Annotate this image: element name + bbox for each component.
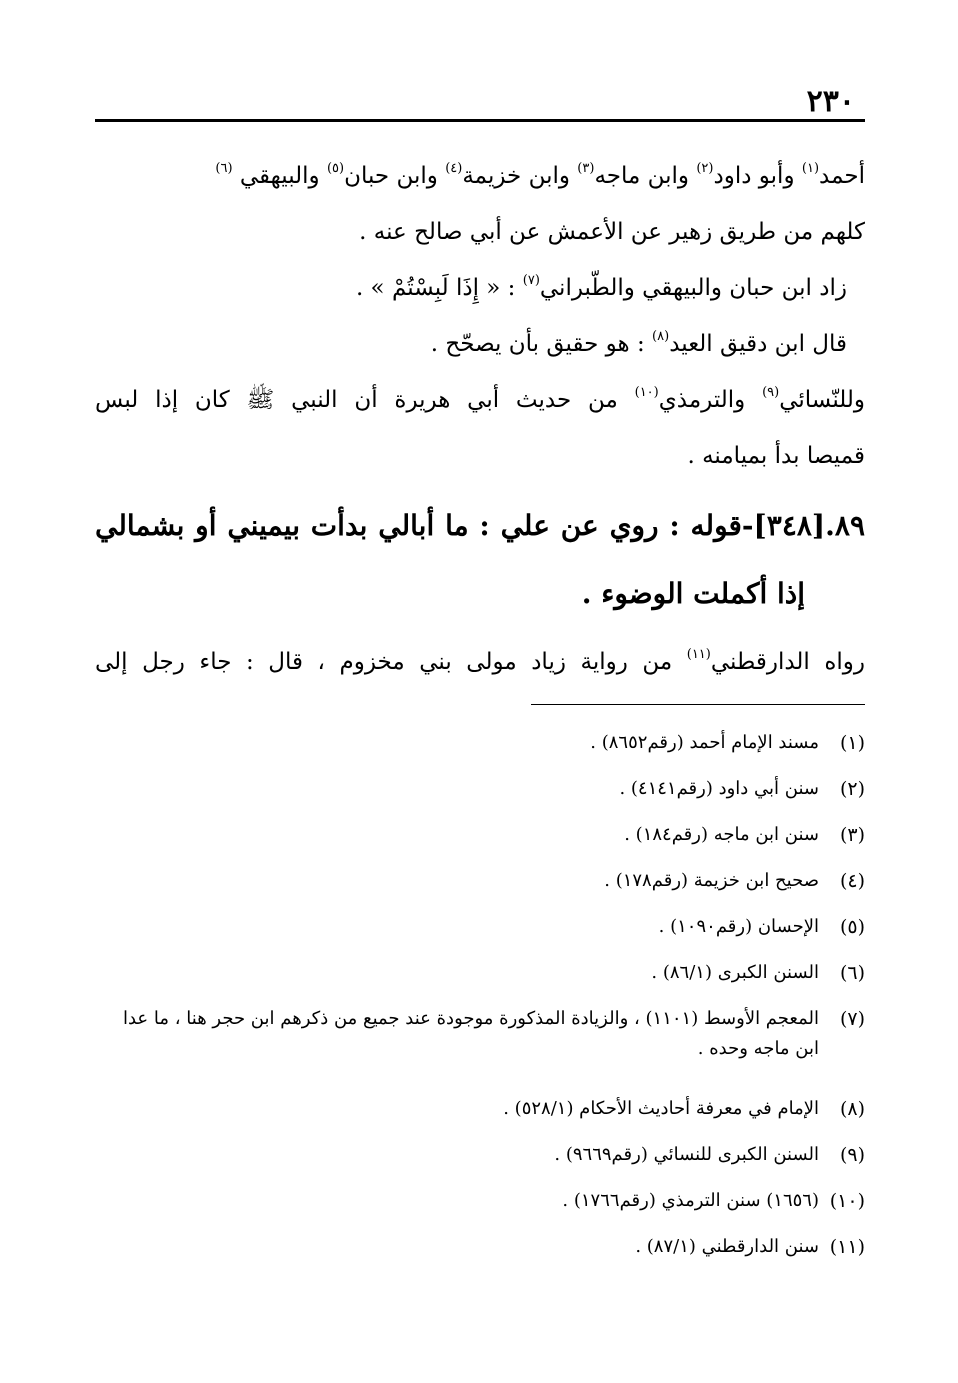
footnote-number: (١) bbox=[839, 732, 865, 754]
text-line-7 bbox=[95, 634, 865, 690]
footnote-ref-10[interactable]: (١٠) bbox=[634, 385, 659, 400]
text-segment: والترمذي bbox=[658, 387, 763, 413]
footnote-item bbox=[95, 1004, 865, 1094]
footnote-ref-6[interactable]: (٦) bbox=[215, 161, 233, 176]
text-segment: زاد ابن حبان والبيهقي والطّبراني bbox=[539, 275, 847, 301]
footnote-item bbox=[95, 912, 865, 958]
footnote-item bbox=[95, 1140, 865, 1186]
text-line-1 bbox=[95, 148, 865, 204]
footnote-number: (٨) bbox=[839, 1098, 865, 1120]
footnote-text: صحيح ابن خزيمة (رقم١٧٨) . bbox=[604, 870, 819, 891]
footnote-number: (٥) bbox=[839, 916, 865, 938]
citation-ibn-khuzaymah: وابن خزيمة bbox=[462, 163, 578, 189]
footnote-item bbox=[95, 1094, 865, 1140]
footnote-number: (١١) bbox=[829, 1236, 865, 1258]
text-segment: : هو حقيق بأن يصحّح . bbox=[430, 331, 653, 357]
footnote-ref-4[interactable]: (٤) bbox=[445, 161, 463, 176]
footnote-number: (٤) bbox=[839, 870, 865, 892]
footnote-ref-7[interactable]: (٧) bbox=[522, 273, 540, 288]
footnote-number: (٢) bbox=[839, 778, 865, 800]
citation-abu-dawud: وأبو داود bbox=[713, 163, 802, 189]
footnote-ref-5[interactable]: (٥) bbox=[326, 161, 345, 176]
footnote-item bbox=[95, 774, 865, 820]
text-line-6: قميصا بدأ بميامنه . bbox=[687, 443, 865, 469]
footnote-text: سنن ابن ماجه (رقم١٨٤) . bbox=[624, 824, 819, 845]
text-segment: : « إِذَا لَبِسْتُمْ » . bbox=[355, 275, 523, 301]
text-line-3 bbox=[95, 260, 865, 316]
text-segment: قال ابن دقيق العيد bbox=[669, 331, 847, 357]
footnote-number: (٣) bbox=[839, 824, 865, 846]
footnote-ref-1[interactable]: (١) bbox=[801, 161, 820, 176]
footnote-text: الإحسان (رقم١٠٩٠) . bbox=[658, 916, 819, 937]
footnote-ref-2[interactable]: (٢) bbox=[696, 161, 714, 176]
citation-ibn-hibban: وابن حبان bbox=[344, 163, 446, 189]
footnote-number: (٩) bbox=[839, 1144, 865, 1166]
text-line-5 bbox=[95, 372, 865, 428]
footnote-number: (٧) bbox=[839, 1008, 865, 1030]
text-line-4 bbox=[95, 316, 865, 372]
footnote-ref-11[interactable]: (١١) bbox=[686, 647, 711, 662]
footnote-number: (٦) bbox=[839, 962, 865, 984]
footnote-text: سنن أبي داود (رقم٤١٤١) . bbox=[619, 778, 819, 799]
footnote-item bbox=[95, 1232, 865, 1278]
footnote-text: (١٦٥٦) سنن الترمذي (رقم١٧٦٦) . bbox=[562, 1190, 819, 1211]
footnote-text: سنن الدارقطني (٨٧/١) . bbox=[635, 1236, 819, 1257]
main-text bbox=[95, 148, 865, 690]
citation-ahmad: أحمد bbox=[819, 163, 865, 189]
footnote-item bbox=[95, 1186, 865, 1232]
footnote-item bbox=[95, 820, 865, 866]
page-number: ٢٣٠ bbox=[806, 84, 855, 119]
footnote-ref-9[interactable]: (٩) bbox=[762, 385, 780, 400]
book-page bbox=[95, 78, 865, 1318]
citation-bayhaqi: والبيهقي bbox=[232, 163, 327, 189]
footnote-separator bbox=[531, 704, 865, 705]
footnote-ref-8[interactable]: (٨) bbox=[652, 329, 670, 344]
footnote-item bbox=[95, 728, 865, 774]
citation-ibn-majah: وابن ماجه bbox=[594, 163, 697, 189]
footnote-text: مسند الإمام أحمد (رقم٨٦٥٢) . bbox=[590, 732, 819, 753]
footnote-text: السنن الكبرى للنسائي (رقم٩٦٦٩) . bbox=[554, 1144, 819, 1165]
text-segment: من حديث أبي هريرة أن النبي ﷺ كان إذا لبس bbox=[95, 387, 635, 413]
footnote-item bbox=[95, 866, 865, 912]
heading-line-1: ٨٩.[٣٤٨]-قوله : روي عن علي : ما أبالي بدأت بيميني أو بشمالي bbox=[95, 509, 865, 542]
text-segment: رواه الدارقطني bbox=[710, 649, 865, 675]
text-line-2: كلهم من طريق زهير عن الأعمش عن أبي صالح عنه . bbox=[359, 219, 865, 245]
footnotes-list bbox=[95, 728, 865, 1278]
footnote-text: الإمام في معرفة أحاديث الأحكام (٥٢٨/١) . bbox=[503, 1098, 819, 1119]
footnote-number: (١٠) bbox=[829, 1190, 865, 1212]
header-rule bbox=[95, 119, 865, 122]
footnote-text: المعجم الأوسط (١١٠١) ، والزيادة المذكورة موجودة عند جميع من ذكرهم ابن حجر هنا ، ما عدا ابن ماجه وحده . bbox=[122, 1008, 819, 1059]
section-heading bbox=[95, 492, 865, 628]
footnote-ref-3[interactable]: (٣) bbox=[577, 161, 595, 176]
text-segment: من رواية زياد مولى بني مخزوم ، قال : جاء رجل إلى bbox=[95, 649, 687, 675]
text-segment: وللنّسائي bbox=[779, 387, 865, 413]
heading-line-2: إذا أكملت الوضوء . bbox=[581, 577, 805, 610]
footnote-text: السنن الكبرى (٨٦/١) . bbox=[651, 962, 819, 983]
footnote-item bbox=[95, 958, 865, 1004]
